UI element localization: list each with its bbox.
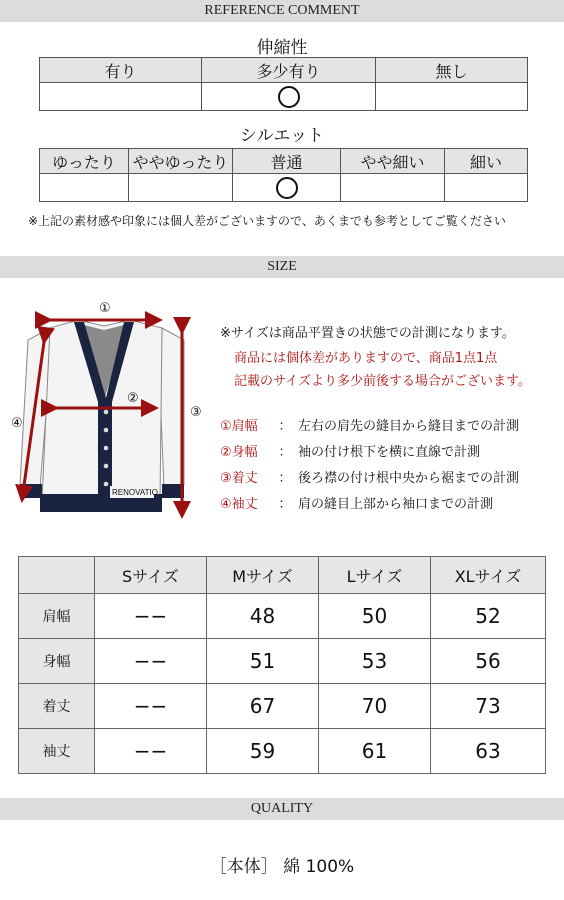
size-value: −− <box>95 594 207 639</box>
silhouette-option: 細い <box>445 149 528 174</box>
stretch-mark-cell <box>376 83 528 111</box>
size-value: 52 <box>431 594 546 639</box>
button-icon <box>104 482 109 487</box>
size-value: 48 <box>207 594 319 639</box>
measure-desc: 肩の縫目上部から袖口までの計測 <box>298 497 494 512</box>
table-row <box>19 729 546 774</box>
marker-1: ① <box>99 301 111 316</box>
silhouette-option: やや細い <box>341 149 445 174</box>
measure-key: ①肩幅 <box>220 419 258 434</box>
size-value: 51 <box>207 639 319 684</box>
measure-key: ②身幅 <box>220 445 258 460</box>
stretch-option: 無し <box>376 58 528 83</box>
size-value: 73 <box>431 684 546 729</box>
table-row <box>19 594 546 639</box>
right-sleeve <box>160 328 184 488</box>
size-value: 70 <box>319 684 431 729</box>
size-column-header: Lサイズ <box>319 557 431 594</box>
measure-colon: ： <box>278 445 292 460</box>
stretch-mark-cell <box>40 83 202 111</box>
size-column-header: Mサイズ <box>207 557 319 594</box>
size-value: 53 <box>319 639 431 684</box>
measure-colon: ： <box>278 471 292 486</box>
measure-row <box>220 415 519 434</box>
silhouette-mark-cell <box>40 174 129 202</box>
marker-2: ② <box>127 391 139 406</box>
material-text: ［本体］ 綿 100% <box>209 857 355 877</box>
measure-desc: 袖の付け根下を横に直線で計測 <box>298 445 481 460</box>
measure-row <box>220 493 493 512</box>
row-label: 肩幅 <box>19 594 95 639</box>
size-table-corner <box>19 557 95 594</box>
measure-colon: ： <box>278 419 292 434</box>
measure-colon: ： <box>278 497 292 512</box>
reference-note: ※上記の素材感や印象には個人差がございますので、あくまでも参考としてご覧ください <box>28 214 506 228</box>
button-icon <box>104 464 109 469</box>
measure-desc: 後ろ襟の付け根中央から裾までの計測 <box>298 471 520 486</box>
size-value: 59 <box>207 729 319 774</box>
cardigan-diagram <box>0 290 212 530</box>
size-value: −− <box>95 684 207 729</box>
size-note-line1: ※サイズは商品平置きの状態での計測になります。 <box>220 326 515 341</box>
measure-row <box>220 441 480 460</box>
silhouette-mark-cell <box>341 174 445 202</box>
size-column-header: Sサイズ <box>95 557 207 594</box>
table-row <box>19 639 546 684</box>
size-value: 56 <box>431 639 546 684</box>
size-table <box>18 556 546 774</box>
size-value: −− <box>95 639 207 684</box>
size-column-header: XLサイズ <box>431 557 546 594</box>
button-icon <box>104 446 109 451</box>
size-value: 61 <box>319 729 431 774</box>
marker-4: ④ <box>11 416 23 431</box>
size-value: 63 <box>431 729 546 774</box>
row-label: 着丈 <box>19 684 95 729</box>
stretch-option: 多少有り <box>202 58 376 83</box>
quality-header: QUALITY <box>0 798 564 820</box>
silhouette-option: ゆったり <box>40 149 129 174</box>
size-header: SIZE <box>0 256 564 278</box>
size-note-line2: 商品には個体差がありますので、商品1点1点 <box>234 351 498 366</box>
stretch-table <box>39 57 528 111</box>
size-value: 67 <box>207 684 319 729</box>
silhouette-mark-cell <box>129 174 233 202</box>
table-row <box>19 684 546 729</box>
silhouette-table <box>39 148 528 202</box>
size-value: −− <box>95 729 207 774</box>
button-icon <box>104 428 109 433</box>
measure-desc: 左右の肩先の縫目から縫目までの計測 <box>298 419 520 434</box>
measure-key: ④袖丈 <box>220 497 258 512</box>
silhouette-option: 普通 <box>233 149 341 174</box>
selected-circle-icon <box>278 86 300 108</box>
silhouette-mark-cell <box>233 174 341 202</box>
silhouette-mark-cell <box>445 174 528 202</box>
silhouette-option: ややゆったり <box>129 149 233 174</box>
stretch-title: 伸縮性 <box>256 38 308 58</box>
row-label: 袖丈 <box>19 729 95 774</box>
measure-key: ③着丈 <box>220 471 258 486</box>
silhouette-title: シルエット <box>239 126 325 146</box>
stretch-option: 有り <box>40 58 202 83</box>
brand-label: RENOVATIO <box>112 488 158 497</box>
row-label: 身幅 <box>19 639 95 684</box>
selected-circle-icon <box>276 177 298 199</box>
size-value: 50 <box>319 594 431 639</box>
size-note-line3: 記載のサイズより多少前後する場合がございます。 <box>234 374 531 389</box>
marker-3: ③ <box>190 405 202 420</box>
measure-row <box>220 467 519 486</box>
reference-comment-header: REFERENCE COMMENT <box>0 0 564 22</box>
stretch-mark-cell <box>202 83 376 111</box>
button-icon <box>104 410 109 415</box>
